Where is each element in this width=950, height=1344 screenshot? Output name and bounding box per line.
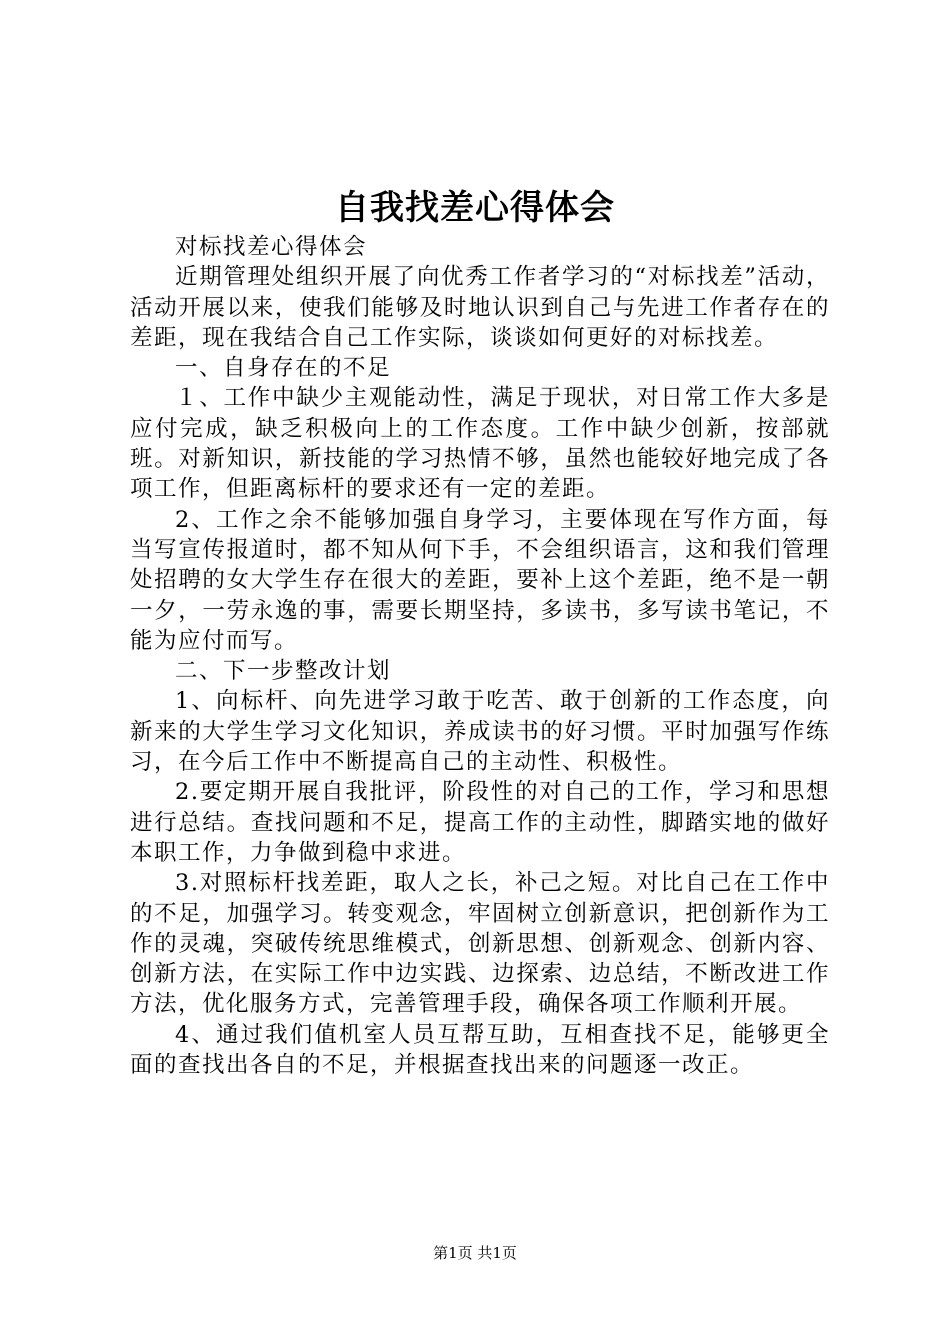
paragraph-shortcoming-1: １、工作中缺少主观能动性，满足于现状，对日常工作大多是应付完成，缺乏积极向上的工作态度。工作中缺少创新，按部就班。对新知识，新技能的学习热情不够，虽然也能较好地完成了各项工作，但距离标杆的要求还有一定的差距。 [130, 385, 830, 503]
paragraph-plan-2: 2.要定期开展自我批评，阶段性的对自己的工作，学习和思想进行总结。查找问题和不足，提高工作的主动性，脚踏实地的做好本职工作，力争做到稳中求进。 [130, 779, 830, 866]
page-footer: 第1页 共1页 [433, 1244, 517, 1262]
section-heading-shortcomings: 一、自身存在的不足 [175, 355, 392, 382]
document-body [130, 232, 830, 1080]
paragraph-intro: 近期管理处组织开展了向优秀工作者学习的“对标找差”活动，活动开展以来，使我们能够及时地认识到自己与先进工作者存在的差距，现在我结合自己工作实际，谈谈如何更好的对标找差。 [130, 264, 830, 351]
paragraph-plan-4: 4、通过我们值机室人员互帮互助，互相查找不足，能够更全面的查找出各自的不足，并根据查找出来的问题逐一改正。 [130, 1021, 830, 1079]
paragraph-plan-3: 3.对照标杆找差距，取人之长，补己之短。对比自己在工作中的不足，加强学习。转变观念，牢固树立创新意识，把创新作为工作的灵魂，突破传统思维模式，创新思想、创新观念、创新内容、创新方法，在实际工作中边实践、边探索、边总结，不断改进工作方法，优化服务方式，完善管理手段，确保各项工作顺利开展。 [130, 870, 830, 1018]
paragraph-subtitle: 对标找差心得体会 [175, 234, 368, 260]
paragraph-plan-1: 1、向标杆、向先进学习敢于吃苦、敢于创新的工作态度，向新来的大学生学习文化知识，养成读书的好习惯。平时加强写作练习，在今后工作中不断提高自己的主动性、积极性。 [130, 688, 830, 776]
paragraph-shortcoming-2: 2、工作之余不能够加强自身学习，主要体现在写作方面，每当写宣传报道时，都不知从何下手，不会组织语言，这和我们管理处招聘的女大学生存在很大的差距，要补上这个差距，绝不是一朝一夕，一劳永逸的事，需要长期坚持，多读书，多写读书笔记，不能为应付而写。 [130, 506, 830, 654]
document-title: 自我找差心得体会 [335, 188, 615, 228]
section-heading-plan: 二、下一步整改计划 [175, 658, 392, 685]
